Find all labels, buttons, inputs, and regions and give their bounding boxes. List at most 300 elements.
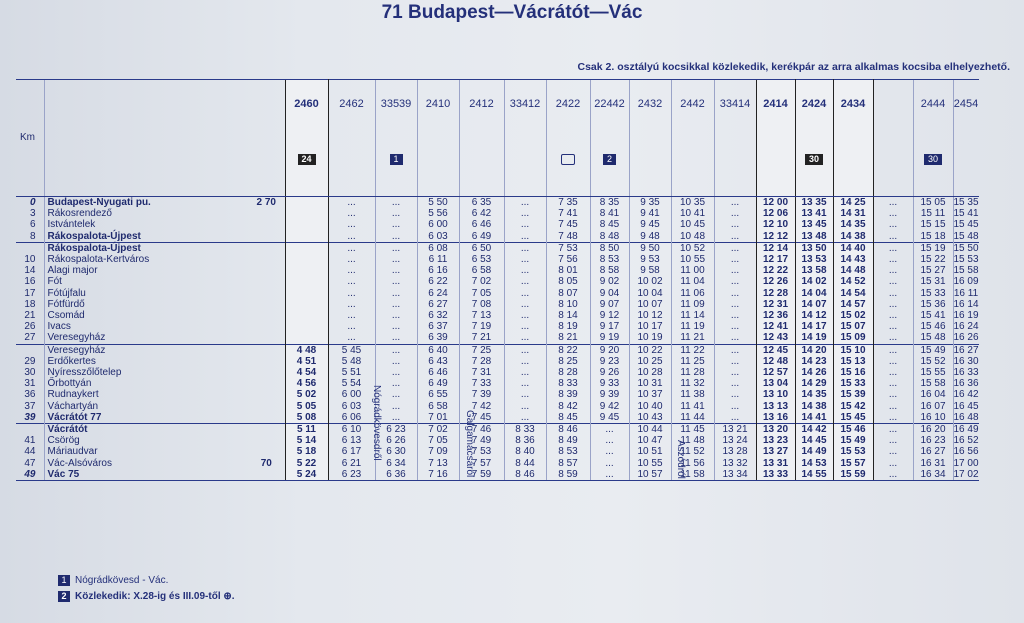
table-row <box>16 435 979 446</box>
km-cell <box>16 242 44 254</box>
station-cell <box>44 389 248 400</box>
train-number-label: 2454 <box>953 98 979 110</box>
time-cell: 13 24 <box>714 435 756 446</box>
time-cell: 14 54 <box>833 288 873 299</box>
station-name: Rákospalota-Kertváros <box>47 254 150 266</box>
time-cell: 16 48 <box>953 411 979 423</box>
time-cell: ... <box>375 321 417 332</box>
time-cell: ... <box>714 208 756 219</box>
time-cell: ... <box>873 344 913 356</box>
train-number-33412 <box>504 80 546 197</box>
time-cell: 7 56 <box>546 254 590 265</box>
time-cell: 6 37 <box>417 321 459 332</box>
table-row <box>16 310 979 321</box>
time-cell: 16 24 <box>953 321 979 333</box>
time-cell: 14 29 <box>795 378 833 389</box>
time-cell: 13 33 <box>756 469 795 481</box>
km-cell: 36 <box>24 389 36 401</box>
km-cell: 27 <box>24 332 36 344</box>
table-row <box>16 299 979 310</box>
station-name: Rákosrendező <box>47 208 112 220</box>
time-cell: 13 58 <box>795 265 833 276</box>
km-cell: 49 <box>16 469 44 481</box>
time-cell: 15 45 <box>833 412 873 424</box>
table-row <box>16 242 979 254</box>
station-cell <box>44 219 248 230</box>
time-cell: 15 41 <box>953 208 979 220</box>
time-cell: 15 11 <box>913 208 953 219</box>
time-cell: 14 48 <box>833 265 873 276</box>
time-cell: 6 22 <box>417 276 459 287</box>
time-cell: 16 30 <box>953 355 979 367</box>
time-cell: 11 06 <box>671 288 714 299</box>
time-cell: 7 53 <box>546 242 590 254</box>
km-cell: 47 <box>24 457 36 469</box>
time-cell: 16 26 <box>953 332 979 344</box>
time-cell: 15 16 <box>833 367 873 378</box>
train-mark: 2 <box>603 154 616 165</box>
time-cell: ... <box>873 367 913 378</box>
train-number-label: 22442 <box>594 98 625 110</box>
time-cell: ... <box>714 288 756 299</box>
time-cell: ... <box>714 276 756 287</box>
time-cell: 5 08 <box>285 412 328 424</box>
time-cell: ... <box>873 310 913 321</box>
connection-cell: 2 70 <box>256 197 276 208</box>
time-cell: 6 30 <box>375 446 417 457</box>
time-cell: 11 38 <box>671 389 714 400</box>
time-cell: 9 41 <box>629 208 671 219</box>
time-cell: 7 41 <box>546 208 590 219</box>
time-cell: ... <box>328 254 375 265</box>
time-cell: 8 40 <box>504 446 546 457</box>
time-cell: 16 27 <box>913 446 953 457</box>
station-name: Budapest-Nyugati pu. <box>47 197 151 208</box>
time-cell: 11 21 <box>671 332 714 344</box>
time-cell: 15 53 <box>833 446 873 457</box>
connection-cell <box>248 412 285 424</box>
time-cell: ... <box>504 321 546 332</box>
time-cell: 16 56 <box>953 446 979 458</box>
time-cell <box>285 219 328 230</box>
time-cell: 10 55 <box>671 254 714 265</box>
time-cell: 9 58 <box>629 265 671 276</box>
time-cell: ... <box>504 288 546 299</box>
time-cell: 6 10 <box>328 424 375 436</box>
time-cell: 14 38 <box>795 401 833 412</box>
time-cell: 9 23 <box>590 356 629 367</box>
station-cell <box>44 332 248 344</box>
time-cell: 10 52 <box>671 242 714 254</box>
time-cell: 13 13 <box>756 401 795 412</box>
connection-cell <box>248 208 285 219</box>
time-cell: 15 31 <box>913 276 953 287</box>
km-cell: 14 <box>24 265 36 277</box>
time-cell: 8 22 <box>546 344 590 356</box>
connection-cell <box>248 378 285 389</box>
km-header <box>16 80 44 197</box>
time-cell: 8 05 <box>546 276 590 287</box>
time-cell: 6 00 <box>417 219 459 230</box>
time-cell: 10 02 <box>629 276 671 287</box>
station-name: Ivacs <box>47 321 71 333</box>
time-cell: ... <box>714 344 756 356</box>
time-cell: 15 42 <box>833 401 873 412</box>
time-cell: 10 17 <box>629 321 671 332</box>
time-cell: 9 45 <box>590 412 629 424</box>
km-cell: 39 <box>24 411 36 423</box>
time-cell: 7 25 <box>459 344 504 356</box>
time-cell: 9 26 <box>590 367 629 378</box>
time-cell: ... <box>590 446 629 457</box>
station-cell <box>44 208 248 219</box>
time-cell: 5 02 <box>285 389 328 400</box>
station-cell <box>44 435 248 446</box>
time-cell: 11 45 <box>671 424 714 436</box>
station-cell <box>44 401 248 412</box>
time-cell: 15 49 <box>913 344 953 356</box>
time-cell: 7 49 <box>459 435 504 446</box>
time-cell: 16 14 <box>953 298 979 310</box>
km-cell: 37 <box>24 400 36 412</box>
time-cell: ... <box>590 458 629 469</box>
time-cell: 8 48 <box>590 231 629 243</box>
station-header <box>44 80 248 197</box>
time-cell: ... <box>873 458 913 469</box>
time-cell: 6 53 <box>459 254 504 265</box>
time-cell: 9 17 <box>590 321 629 332</box>
time-cell: 9 53 <box>629 254 671 265</box>
train-mark: 1 <box>390 154 403 165</box>
train-number-2432 <box>629 80 671 197</box>
side-label-aszod: Aszódról <box>675 440 686 479</box>
time-cell: 10 07 <box>629 299 671 310</box>
time-cell: 6 26 <box>375 435 417 446</box>
time-cell: 7 35 <box>546 197 590 209</box>
time-cell: 12 31 <box>756 299 795 310</box>
time-cell: ... <box>504 332 546 344</box>
time-cell: 14 26 <box>795 367 833 378</box>
station-cell <box>44 424 248 436</box>
station-cell <box>44 197 248 209</box>
time-cell: ... <box>504 299 546 310</box>
km-cell: 16 <box>24 276 36 288</box>
time-cell: 12 43 <box>756 332 795 344</box>
train-number-label: 33412 <box>509 98 541 110</box>
time-cell: 15 33 <box>833 378 873 389</box>
time-cell: 9 35 <box>629 197 671 209</box>
connection-cell <box>248 219 285 230</box>
train-mark: 24 <box>298 154 316 165</box>
km-label: Km <box>20 132 35 143</box>
table-row <box>16 356 979 367</box>
time-cell: 15 36 <box>913 299 953 310</box>
time-cell: 8 36 <box>504 435 546 446</box>
time-cell: 15 09 <box>833 332 873 344</box>
time-cell: 10 48 <box>671 231 714 243</box>
time-cell: ... <box>328 231 375 243</box>
time-cell: 11 14 <box>671 310 714 321</box>
time-cell: 7 33 <box>459 378 504 389</box>
time-cell <box>285 288 328 299</box>
time-cell: 10 45 <box>671 219 714 230</box>
time-cell <box>285 321 328 332</box>
time-cell: ... <box>504 344 546 356</box>
time-cell: 16 19 <box>953 310 979 322</box>
table-row <box>16 378 979 389</box>
time-cell: 8 10 <box>546 299 590 310</box>
time-cell: 8 59 <box>546 469 590 481</box>
km-cell <box>16 424 44 436</box>
time-cell: 5 18 <box>285 446 328 457</box>
time-cell: 13 27 <box>756 446 795 457</box>
side-label-nogradkovesd: Nógrádkövesdről <box>371 385 382 461</box>
time-cell: 6 03 <box>417 231 459 243</box>
time-cell: 7 05 <box>417 435 459 446</box>
table-row <box>16 321 979 332</box>
time-cell: ... <box>873 265 913 276</box>
time-cell: ... <box>714 332 756 344</box>
time-cell: 13 10 <box>756 389 795 400</box>
time-cell: ... <box>714 197 756 209</box>
time-cell: 9 48 <box>629 231 671 243</box>
time-cell: 15 46 <box>913 321 953 332</box>
time-cell: 15 33 <box>913 288 953 299</box>
time-cell: 16 31 <box>913 458 953 469</box>
time-cell: ... <box>714 321 756 332</box>
train-number-2422 <box>546 80 590 197</box>
time-cell: 14 38 <box>833 231 873 243</box>
time-cell: 15 27 <box>913 265 953 276</box>
time-cell: 7 42 <box>459 401 504 412</box>
time-cell: 9 39 <box>590 389 629 400</box>
time-cell: ... <box>375 389 417 400</box>
time-cell: ... <box>873 288 913 299</box>
time-cell: 12 22 <box>756 265 795 276</box>
station-cell <box>44 446 248 457</box>
time-cell: 8 25 <box>546 356 590 367</box>
time-cell: 6 42 <box>459 208 504 219</box>
time-cell: 16 49 <box>953 424 979 436</box>
time-cell: 6 49 <box>417 378 459 389</box>
time-cell: ... <box>873 219 913 230</box>
time-cell: 8 57 <box>546 458 590 469</box>
time-cell: 6 21 <box>328 458 375 469</box>
connection-cell <box>248 344 285 356</box>
time-cell: ... <box>504 197 546 209</box>
station-cell <box>44 231 248 243</box>
time-cell: 6 32 <box>417 310 459 321</box>
time-cell: 8 49 <box>546 435 590 446</box>
time-cell: 11 00 <box>671 265 714 276</box>
train-number-label: 2412 <box>469 98 494 110</box>
time-cell: 8 19 <box>546 321 590 332</box>
train-number-label: 2444 <box>920 98 946 110</box>
time-cell: ... <box>714 310 756 321</box>
time-cell: ... <box>504 310 546 321</box>
time-cell: 14 12 <box>795 310 833 321</box>
time-cell: 13 45 <box>795 219 833 230</box>
time-cell: 15 39 <box>833 389 873 400</box>
station-name: Vác-Alsóváros <box>47 457 112 469</box>
time-cell: 7 48 <box>546 231 590 243</box>
time-cell: 8 44 <box>504 458 546 469</box>
time-cell: 15 13 <box>833 356 873 367</box>
time-cell: ... <box>873 389 913 400</box>
train-number-2414 <box>756 80 795 197</box>
connection-cell <box>248 276 285 287</box>
time-cell: 10 43 <box>629 412 671 424</box>
time-cell: ... <box>375 310 417 321</box>
time-cell: 7 46 <box>459 424 504 436</box>
time-cell: 8 53 <box>590 254 629 265</box>
connection-cell <box>248 321 285 332</box>
time-cell: 5 56 <box>417 208 459 219</box>
table-row <box>16 231 979 243</box>
time-cell: ... <box>873 208 913 219</box>
time-cell: ... <box>504 276 546 287</box>
time-cell: 4 48 <box>285 344 328 356</box>
station-name: Csomád <box>47 310 85 322</box>
time-cell: 11 41 <box>671 401 714 412</box>
station-name: Veresegyház <box>47 344 106 356</box>
time-cell: 15 49 <box>833 435 873 446</box>
table-row <box>16 446 979 457</box>
time-cell: 14 43 <box>833 254 873 265</box>
station-name: Istvántelek <box>47 219 96 231</box>
connection-cell <box>248 231 285 243</box>
connection-cell <box>248 435 285 446</box>
time-cell: ... <box>504 242 546 254</box>
time-cell: ... <box>714 299 756 310</box>
service-note: Csak 2. osztályú kocsikkal közlekedik, kerékpár az arra alkalmas kocsiba elhelyezhető. <box>577 61 1010 73</box>
time-cell: 14 40 <box>833 242 873 254</box>
time-cell: ... <box>375 231 417 243</box>
time-cell: 7 09 <box>417 446 459 457</box>
table-row <box>16 197 979 209</box>
time-cell: 7 59 <box>459 469 504 481</box>
time-cell: 12 00 <box>756 197 795 209</box>
time-cell: 7 13 <box>459 310 504 321</box>
time-cell: ... <box>504 254 546 265</box>
time-cell: ... <box>375 299 417 310</box>
time-cell: 12 48 <box>756 356 795 367</box>
connection-cell <box>248 424 285 436</box>
train-number-22442 <box>590 80 629 197</box>
time-cell: ... <box>328 242 375 254</box>
time-cell: 6 00 <box>328 389 375 400</box>
station-name: Rákospalota-Újpest <box>47 230 141 242</box>
connection-cell <box>248 446 285 457</box>
time-cell: 6 39 <box>417 332 459 344</box>
time-cell: 14 42 <box>795 424 833 436</box>
time-cell: 10 51 <box>629 446 671 457</box>
time-cell: ... <box>590 435 629 446</box>
time-cell: 13 41 <box>795 208 833 219</box>
time-cell: 6 55 <box>417 389 459 400</box>
time-cell: ... <box>375 344 417 356</box>
train-number-2442 <box>671 80 714 197</box>
time-cell: 14 55 <box>795 469 833 481</box>
time-cell: 6 46 <box>459 219 504 230</box>
time-cell: ... <box>328 332 375 344</box>
time-cell: ... <box>375 219 417 230</box>
time-cell: 14 20 <box>795 344 833 356</box>
time-cell: 13 48 <box>795 231 833 243</box>
station-cell <box>44 265 248 276</box>
time-cell: ... <box>375 401 417 412</box>
header-row <box>16 80 979 197</box>
time-cell: 7 19 <box>459 321 504 332</box>
time-cell: ... <box>328 310 375 321</box>
station-name: Fótújfalu <box>47 287 86 299</box>
time-cell: 15 07 <box>833 321 873 332</box>
time-cell: 11 22 <box>671 344 714 356</box>
km-cell: 10 <box>24 254 36 266</box>
time-cell: 8 07 <box>546 288 590 299</box>
time-cell: 15 46 <box>833 424 873 436</box>
km-cell: 0 <box>29 197 36 208</box>
train-number-label: 2414 <box>763 98 788 110</box>
table-row <box>16 401 979 412</box>
time-cell: 8 50 <box>590 242 629 254</box>
time-cell: 10 25 <box>629 356 671 367</box>
time-cell: 16 36 <box>953 378 979 390</box>
time-cell: ... <box>328 321 375 332</box>
time-cell: 5 45 <box>328 344 375 356</box>
time-cell: 14 02 <box>795 276 833 287</box>
time-cell: 14 35 <box>833 219 873 230</box>
time-cell: ... <box>873 231 913 243</box>
time-cell: ... <box>328 265 375 276</box>
station-name: Rudnaykert <box>47 389 99 401</box>
time-cell: 5 05 <box>285 401 328 412</box>
km-cell: 8 <box>29 230 36 242</box>
time-cell: 8 35 <box>590 197 629 209</box>
time-cell: 15 41 <box>913 310 953 321</box>
time-cell: 12 10 <box>756 219 795 230</box>
train-number-label: 2424 <box>801 98 827 110</box>
time-cell: 12 36 <box>756 310 795 321</box>
time-cell: 11 28 <box>671 367 714 378</box>
time-cell: 13 53 <box>795 254 833 265</box>
time-cell: 7 01 <box>417 412 459 424</box>
time-cell: 14 41 <box>795 412 833 424</box>
time-cell: ... <box>873 254 913 265</box>
time-cell: 10 22 <box>629 344 671 356</box>
time-cell: 9 02 <box>590 276 629 287</box>
table-row <box>16 288 979 299</box>
time-cell: ... <box>375 197 417 209</box>
footnote-1 <box>58 575 168 586</box>
train-mark: 30 <box>924 154 942 165</box>
time-cell: 9 50 <box>629 242 671 254</box>
table-row <box>16 458 979 469</box>
table-row <box>16 332 979 344</box>
connection-cell <box>248 356 285 367</box>
station-name: Alagi major <box>47 265 98 277</box>
time-cell: ... <box>375 276 417 287</box>
table-row <box>16 219 979 230</box>
station-cell <box>44 378 248 389</box>
table-row <box>16 276 979 287</box>
footnote-1-text: Nógrádkövesd - Vác. <box>75 575 169 586</box>
time-cell: 7 31 <box>459 367 504 378</box>
time-cell: ... <box>714 378 756 389</box>
time-cell: 14 19 <box>795 332 833 344</box>
time-cell: ... <box>328 288 375 299</box>
time-cell: ... <box>328 276 375 287</box>
